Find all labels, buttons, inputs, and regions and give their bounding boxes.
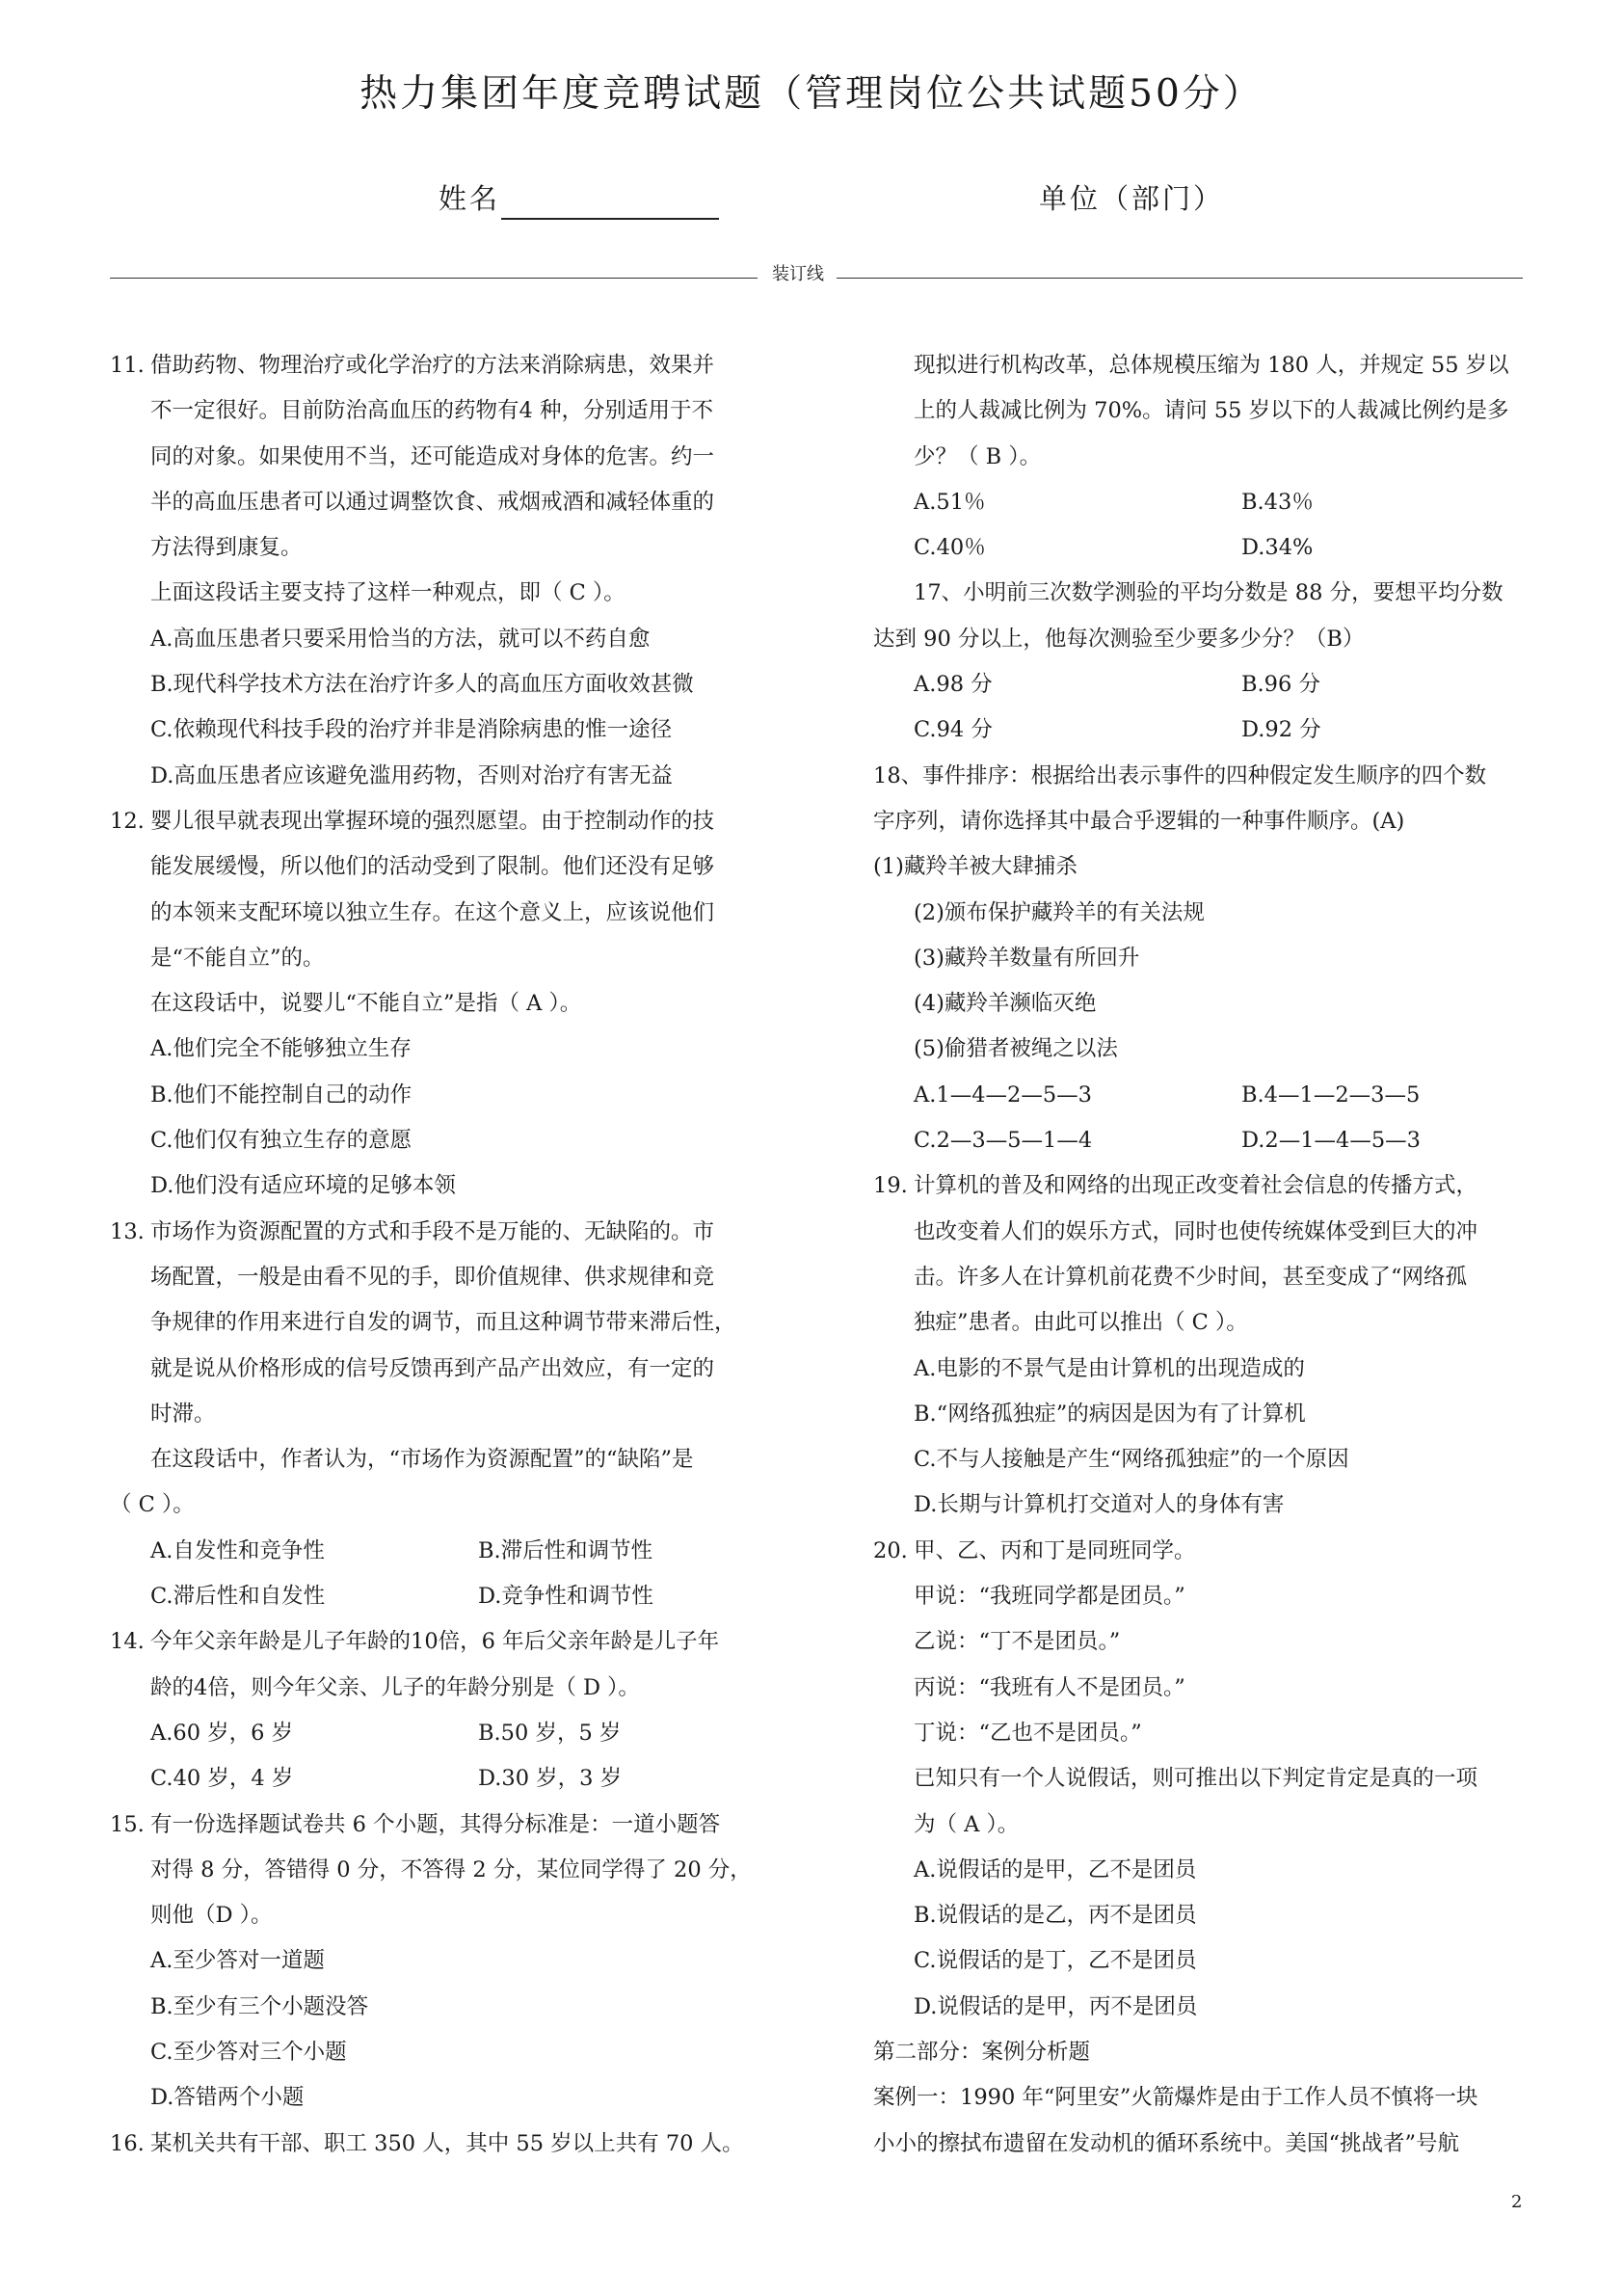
question-number: 20. bbox=[873, 1537, 908, 1563]
question-line: 字序列，请你选择其中最合乎逻辑的一种事件顺序。(A) bbox=[873, 808, 1405, 834]
option-b: B.滞后性和调节性 bbox=[478, 1537, 653, 1563]
option-a: A.自发性和竞争性 bbox=[150, 1537, 325, 1563]
option-b: B.4—1—2—3—5 bbox=[1241, 1081, 1421, 1108]
question-line: 是“不能自立”的。 bbox=[150, 945, 325, 971]
question-number: 13. bbox=[110, 1218, 145, 1244]
question-number: 12. bbox=[110, 808, 145, 834]
question-line: 则他（D ）。 bbox=[150, 1903, 273, 1929]
option-c: C.说假话的是丁，乙不是团员 bbox=[914, 1948, 1197, 1974]
event-item: (4)藏羚羊濒临灭绝 bbox=[914, 991, 1097, 1017]
option-c: C.94 分 bbox=[914, 717, 993, 743]
question-line: 场配置，一般是由看不见的手，即价值规律、供求规律和竞 bbox=[150, 1264, 715, 1290]
option-a: A.98 分 bbox=[914, 672, 993, 698]
binding-rule-right bbox=[837, 278, 1523, 279]
option-row bbox=[110, 1529, 775, 1574]
option-d: D.92 分 bbox=[1241, 717, 1321, 743]
option-c: C.不与人接触是产生“网络孤独症”的一个原因 bbox=[914, 1447, 1349, 1473]
left-column bbox=[110, 343, 775, 2167]
question-line: 达到 90 分以上，他每次测验至少要多少分？（B） bbox=[873, 626, 1365, 652]
option-b: B.96 分 bbox=[1241, 672, 1320, 698]
option-row bbox=[873, 707, 1529, 753]
question-stem: 已知只有一个人说假话，则可推出以下判定肯定是真的一项 bbox=[914, 1766, 1478, 1792]
option-row bbox=[110, 1574, 775, 1619]
option-d: D.他们没有适应环境的足够本领 bbox=[150, 1173, 456, 1199]
option-a: A.高血压患者只要采用恰当的方法，就可以不药自愈 bbox=[150, 626, 651, 652]
name-input-line bbox=[501, 218, 719, 220]
binding-rule-left bbox=[110, 278, 758, 279]
event-item: (1)藏羚羊被大肆捕杀 bbox=[873, 854, 1078, 880]
option-c: C.滞后性和自发性 bbox=[150, 1584, 326, 1610]
question-line: 就是说从价格形成的信号反馈再到产品产出效应，有一定的 bbox=[150, 1355, 715, 1381]
page-number: 2 bbox=[1511, 2192, 1523, 2212]
question-stem: 为（ A ）。 bbox=[914, 1811, 1020, 1837]
option-row bbox=[873, 1073, 1529, 1118]
question-line: 对得 8 分，答错得 0 分，不答得 2 分，某位同学得了 20 分， bbox=[150, 1856, 752, 1882]
question-number: 19. bbox=[873, 1173, 908, 1199]
option-d: D.竞争性和调节性 bbox=[478, 1584, 653, 1610]
question-line: 能发展缓慢，所以他们的活动受到了限制。他们还没有足够 bbox=[150, 854, 715, 880]
question-number: 14. bbox=[110, 1629, 145, 1655]
case-line: 案例一：1990 年“阿里安”火箭爆炸是由于工作人员不慎将一块 bbox=[873, 2085, 1478, 2111]
question-line: 11. 借助药物、物理治疗或化学治疗的方法来消除病患，效果并 bbox=[110, 343, 775, 388]
question-line: 少？（ B ）。 bbox=[914, 443, 1042, 469]
unit-label: 单位（部门） bbox=[1039, 182, 1225, 215]
option-a: A.至少答对一道题 bbox=[150, 1948, 325, 1974]
option-row bbox=[873, 662, 1529, 707]
binding-line bbox=[110, 260, 1523, 284]
question-line: 龄的4倍，则今年父亲、儿子的年龄分别是（ D ）。 bbox=[150, 1674, 640, 1700]
option-row bbox=[110, 1756, 775, 1802]
option-d: D.说假话的是甲，丙不是团员 bbox=[914, 1993, 1198, 2019]
option-row bbox=[873, 1118, 1529, 1163]
option-b: B.50 岁，5 岁 bbox=[478, 1720, 622, 1746]
name-label: 姓名 bbox=[439, 182, 501, 215]
quote-line: 丙说：“我班有人不是团员。” bbox=[914, 1674, 1185, 1700]
question-line: 20. 甲、乙、丙和丁是同班同学。 bbox=[873, 1529, 1529, 1574]
question-line: 17、小明前三次数学测验的平均分数是 88 分，要想平均分数 bbox=[914, 580, 1503, 606]
option-c: C.2—3—5—1—4 bbox=[914, 1128, 1093, 1154]
question-line: 14. 今年父亲年龄是儿子年龄的10倍，6 年后父亲年龄是儿子年 bbox=[110, 1619, 775, 1665]
question-line: 击。许多人在计算机前花费不少时间，甚至变成了“网络孤 bbox=[914, 1264, 1468, 1290]
option-a: A.51％ bbox=[914, 489, 986, 515]
right-column bbox=[873, 343, 1529, 2167]
option-a: A.说假话的是甲，乙不是团员 bbox=[914, 1856, 1197, 1882]
event-item: (2)颁布保护藏羚羊的有关法规 bbox=[914, 899, 1205, 925]
question-line: 也改变着人们的娱乐方式，同时也使传统媒体受到巨大的冲 bbox=[914, 1218, 1478, 1244]
option-d: D.30 岁，3 岁 bbox=[478, 1766, 623, 1792]
question-line: 方法得到康复。 bbox=[150, 535, 303, 561]
question-line: 同的对象。如果使用不当，还可能造成对身体的危害。约一 bbox=[150, 443, 715, 469]
option-b: B.说假话的是乙，丙不是团员 bbox=[914, 1903, 1197, 1929]
quote-line: 乙说：“丁不是团员。” bbox=[914, 1629, 1121, 1655]
question-line: 争规律的作用来进行自发的调节，而且这种调节带来滞后性， bbox=[150, 1310, 736, 1336]
question-line: 半的高血压患者可以通过调整饮食、戒烟戒酒和减轻体重的 bbox=[150, 489, 715, 515]
option-a: A.他们完全不能够独立生存 bbox=[150, 1036, 412, 1062]
question-line: 13. 市场作为资源配置的方式和手段不是万能的、无缺陷的。市 bbox=[110, 1210, 775, 1255]
event-item: (3)藏羚羊数量有所回升 bbox=[914, 945, 1140, 971]
option-b: B.“网络孤独症”的病因是因为有了计算机 bbox=[914, 1401, 1306, 1427]
page-title: 热力集团年度竞聘试题（管理岗位公共试题50分） bbox=[359, 72, 1264, 116]
question-line: 16. 某机关共有干部、职工 350 人，其中 55 岁以上共有 70 人。 bbox=[110, 2122, 775, 2167]
option-b: B.至少有三个小题没答 bbox=[150, 1993, 369, 2019]
question-line: 的本领来支配环境以独立生存。在这个意义上，应该说他们 bbox=[150, 899, 715, 925]
option-d: D.2—1—4—5—3 bbox=[1241, 1128, 1421, 1154]
option-b: B.他们不能控制自己的动作 bbox=[150, 1081, 412, 1108]
question-stem: （ C ）。 bbox=[110, 1492, 195, 1518]
option-d: D.高血压患者应该避免滥用药物，否则对治疗有害无益 bbox=[150, 762, 673, 788]
question-line: 上的人裁减比例为 70%。请问 55 岁以下的人裁减比例约是多 bbox=[914, 398, 1509, 424]
case-line: 小小的擦拭布遗留在发动机的循环系统中。美国“挑战者”号航 bbox=[873, 2130, 1460, 2156]
question-line: 独症”患者。由此可以推出（ C ）。 bbox=[914, 1310, 1248, 1336]
question-line: 时滞。 bbox=[150, 1401, 216, 1427]
option-b: B.现代科学技术方法在治疗许多人的高血压方面收效甚微 bbox=[150, 672, 694, 698]
option-c: C.依赖现代科技手段的治疗并非是消除病患的惟一途径 bbox=[150, 717, 673, 743]
question-line: 不一定很好。目前防治高血压的药物有4 种，分别适用于不 bbox=[150, 398, 713, 424]
question-number: 16. bbox=[110, 2130, 145, 2156]
question-line: 现拟进行机构改革，总体规模压缩为 180 人，并规定 55 岁以 bbox=[914, 353, 1509, 378]
option-d: D.长期与计算机打交道对人的身体有害 bbox=[914, 1492, 1285, 1518]
quote-line: 丁说：“乙也不是团员。” bbox=[914, 1720, 1142, 1746]
question-line: 15. 有一份选择题试卷共 6 个小题，其得分标准是：一道小题答 bbox=[110, 1802, 775, 1848]
question-line: 19. 计算机的普及和网络的出现正改变着社会信息的传播方式， bbox=[873, 1163, 1529, 1209]
question-stem: 上面这段话主要支持了这样一种观点，即（ C ）。 bbox=[150, 580, 625, 606]
option-row bbox=[873, 480, 1529, 525]
option-d: D.答错两个小题 bbox=[150, 2085, 305, 2111]
option-b: B.43％ bbox=[1241, 489, 1314, 515]
option-c: C.至少答对三个小题 bbox=[150, 2039, 347, 2065]
option-c: C.40 岁，4 岁 bbox=[150, 1766, 294, 1792]
question-number: 11. bbox=[110, 353, 145, 378]
option-row bbox=[873, 525, 1529, 571]
option-d: D.34% bbox=[1241, 535, 1314, 561]
question-stem: 在这段话中，作者认为，“市场作为资源配置”的“缺陷”是 bbox=[150, 1447, 694, 1473]
quote-line: 甲说：“我班同学都是团员。” bbox=[914, 1584, 1185, 1610]
question-line: 12. 婴儿很早就表现出掌握环境的强烈愿望。由于控制动作的技 bbox=[110, 799, 775, 844]
option-row bbox=[110, 1711, 775, 1756]
binding-text: 装订线 bbox=[772, 264, 824, 284]
option-c: C.40％ bbox=[914, 535, 986, 561]
option-a: A.60 岁，6 岁 bbox=[150, 1720, 294, 1746]
section-heading: 第二部分：案例分析题 bbox=[873, 2039, 1091, 2065]
event-item: (5)偷猎者被绳之以法 bbox=[914, 1036, 1118, 1062]
question-number: 15. bbox=[110, 1811, 145, 1837]
option-a: A.1—4—2—5—3 bbox=[914, 1081, 1092, 1108]
option-c: C.他们仅有独立生存的意愿 bbox=[150, 1128, 412, 1154]
question-line: 18、事件排序：根据给出表示事件的四种假定发生顺序的四个数 bbox=[873, 762, 1487, 788]
option-a: A.电影的不景气是由计算机的出现造成的 bbox=[914, 1355, 1305, 1381]
question-stem: 在这段话中，说婴儿“不能自立”是指（ A ）。 bbox=[150, 991, 582, 1017]
